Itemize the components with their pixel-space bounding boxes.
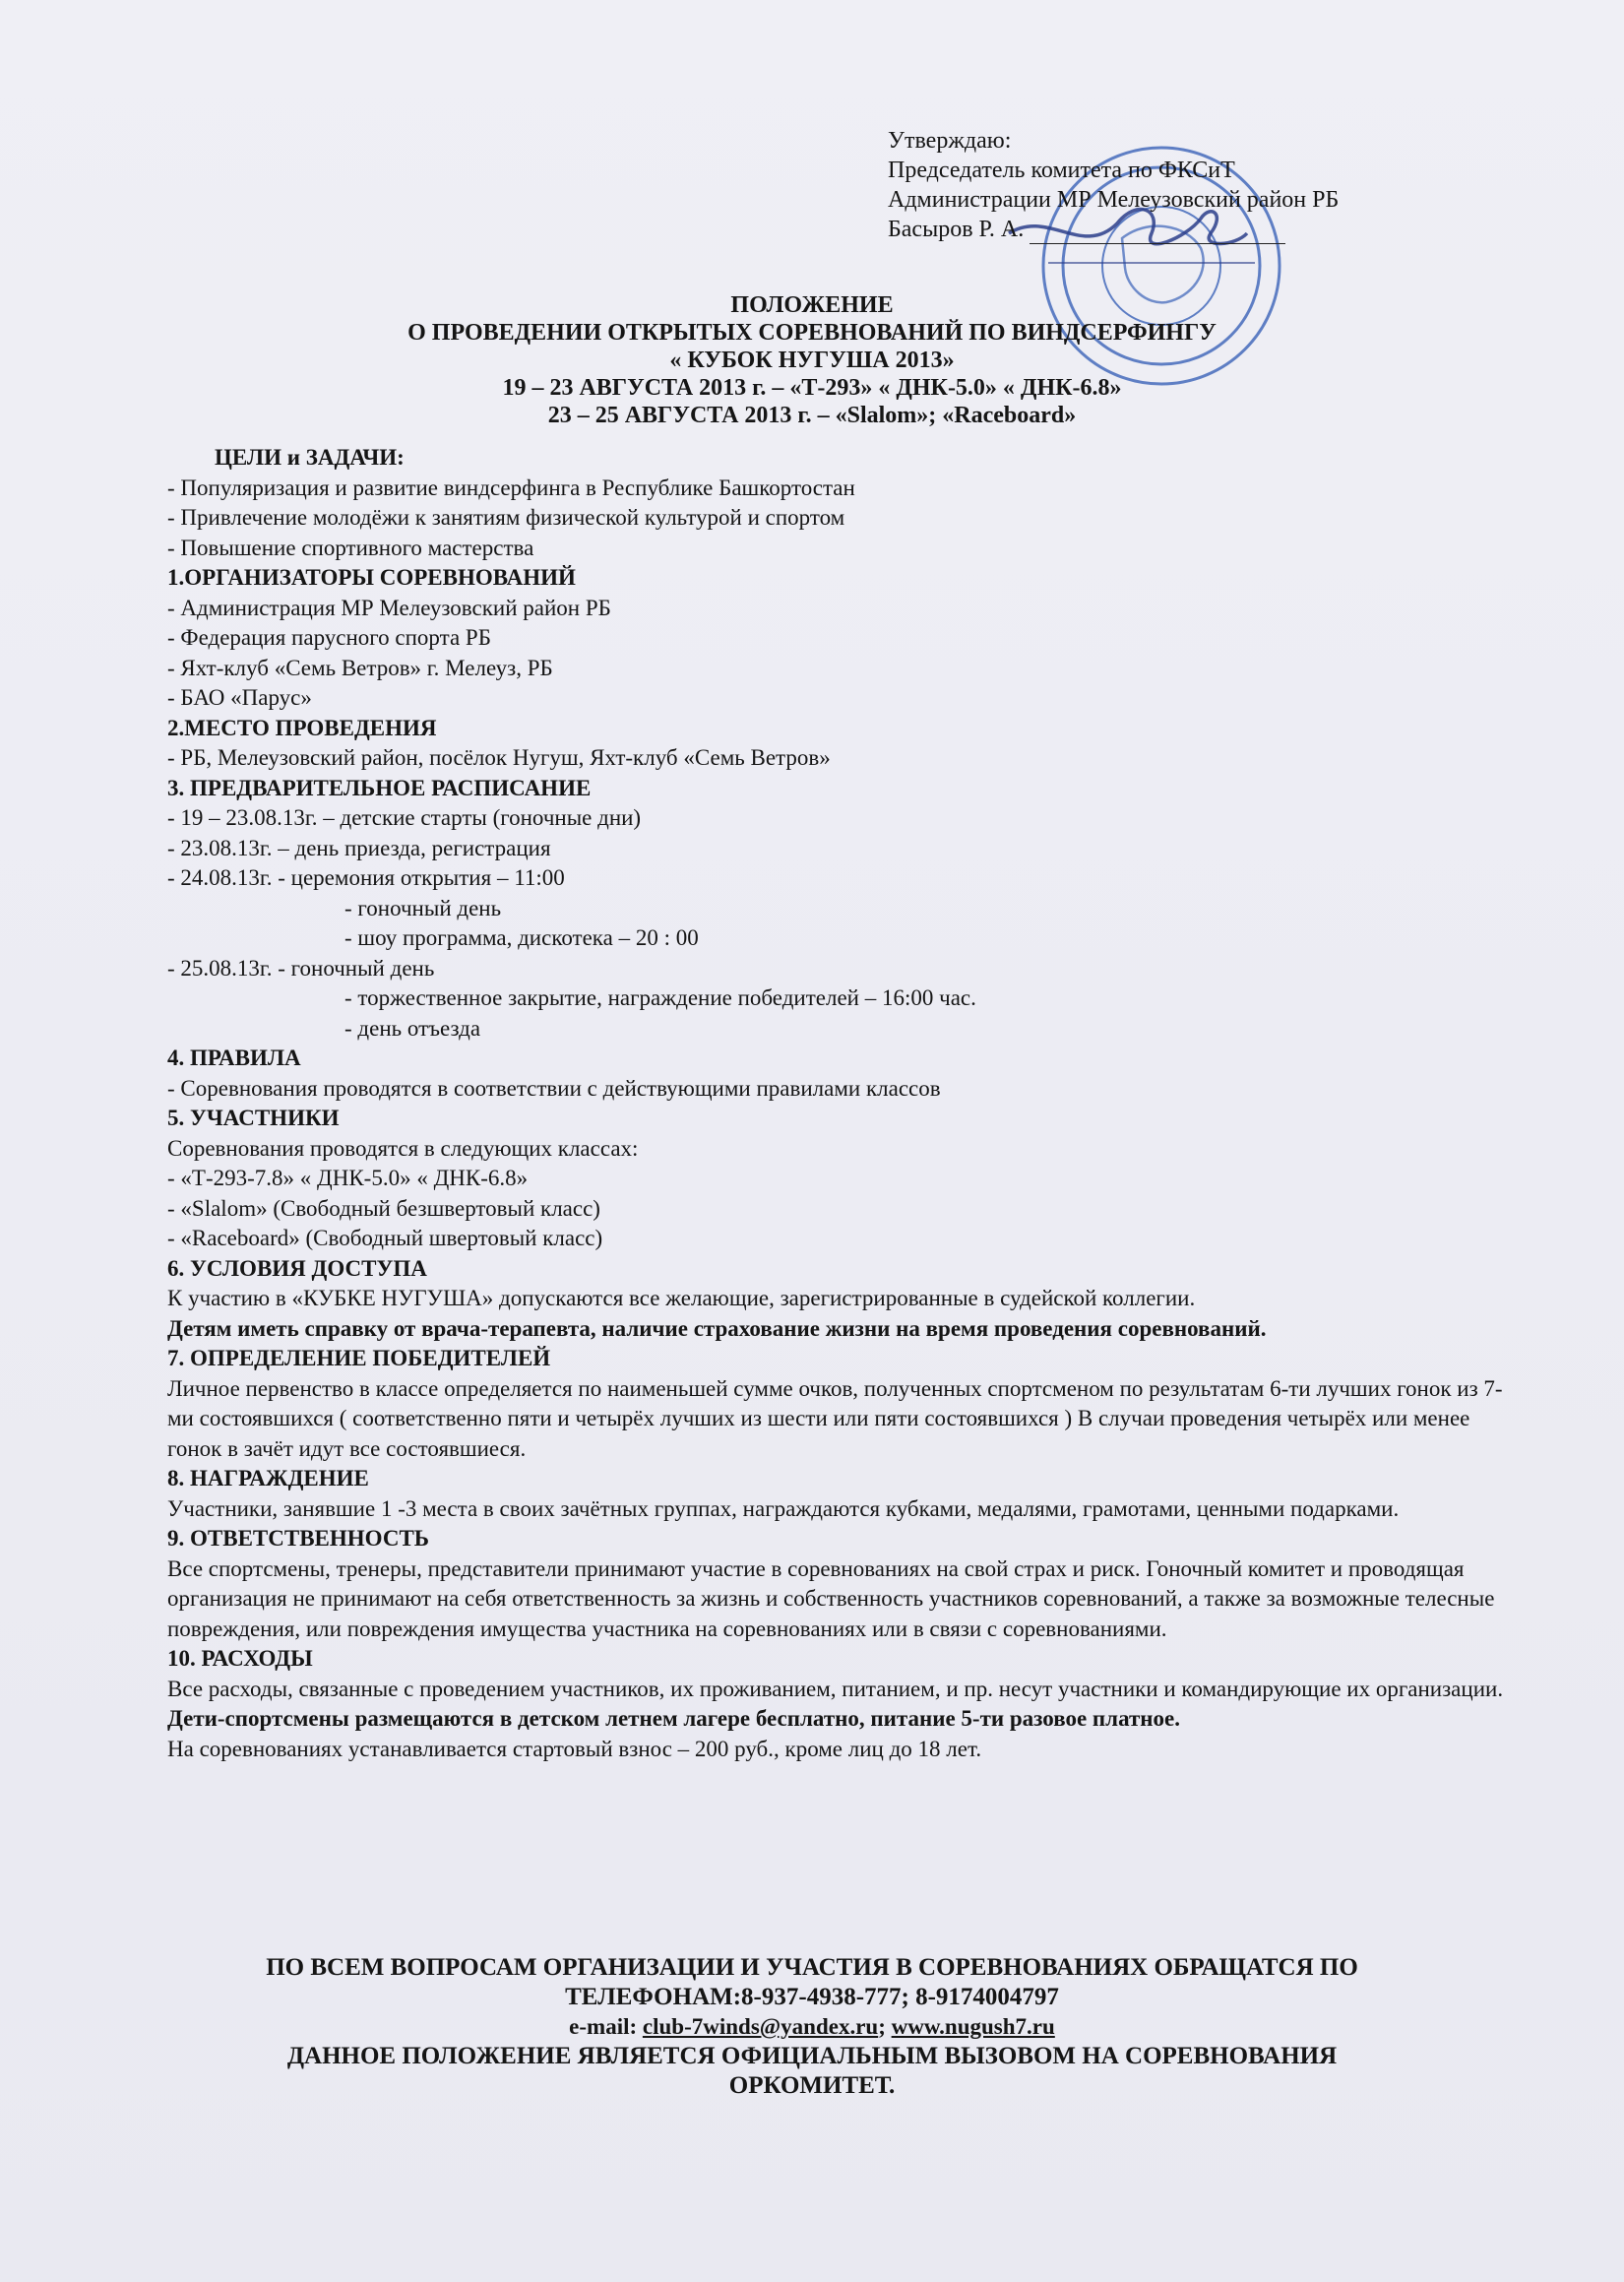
schedule-item: - торжественное закрытие, награждение победителей – 16:00 час. bbox=[344, 985, 976, 1010]
title-line-4: 19 – 23 АВГУСТА 2013 г. – «Т-293» « ДНК-5.0» « ДНК-6.8» bbox=[502, 375, 1122, 401]
participants-heading: 5. УЧАСТНИКИ bbox=[167, 1106, 340, 1130]
organizers-item: - Яхт-клуб «Семь Ветров» г. Мелеуз, РБ bbox=[167, 655, 553, 680]
approver-name: Басыров Р. А. bbox=[888, 217, 1025, 242]
rules-text: - Соревнования проводятся в соответствии с действующими правилами классов bbox=[167, 1075, 941, 1101]
participants-item: - «Raceboard» (Свободный швертовый класс) bbox=[167, 1226, 603, 1250]
document-footer bbox=[148, 1953, 1476, 2101]
title-line-3: « КУБОК НУГУША 2013» bbox=[669, 348, 955, 373]
schedule-item: - 19 – 23.08.13г. – детские старты (гоночные дни) bbox=[167, 805, 642, 830]
participants-item: - «Slalom» (Свободный безшвертовый класс) bbox=[167, 1195, 600, 1221]
schedule-item: - 23.08.13г. – день приезда, регистрация bbox=[167, 835, 551, 860]
schedule-item: - шоу программа, дискотека – 20 : 00 bbox=[344, 925, 699, 950]
access-text: К участию в «КУБКЕ НУГУША» допускаются все желающие, зарегистрированные в судейской коллегии. bbox=[167, 1286, 1196, 1310]
approval-line-1: Утверждаю: bbox=[888, 128, 1012, 154]
expenses-heading: 10. РАСХОДЫ bbox=[167, 1646, 313, 1671]
title-line-5: 23 – 25 АВГУСТА 2013 г. – «Slalom»; «Raceboard» bbox=[547, 403, 1077, 428]
email-prefix: e-mail: bbox=[569, 2014, 643, 2039]
organizers-item: - Администрация МР Мелеузовский район РБ bbox=[167, 595, 611, 620]
schedule-item: - день отъезда bbox=[344, 1015, 481, 1041]
schedule-item: - гоночный день bbox=[344, 895, 502, 920]
footer-line-2: ТЕЛЕФОНАМ:8-937-4938-777; 8-9174004797 bbox=[565, 1984, 1059, 2010]
title-line-2: О ПРОВЕДЕНИИ ОТКРЫТЫХ СОРЕВНОВАНИЙ ПО ВИНДСЕРФИНГУ bbox=[407, 320, 1217, 346]
expenses-bold-text: Дети-спортсмены размещаются в детском летнем лагере бесплатно, питание 5-ти разовое платное. bbox=[167, 1706, 1180, 1731]
expenses-fee-text: На соревнованиях устанавливается стартовый взнос – 200 руб., кроме лиц до 18 лет. bbox=[167, 1736, 982, 1761]
approval-block bbox=[888, 126, 1518, 244]
schedule-item: - 24.08.13г. - церемония открытия – 11:00 bbox=[167, 865, 565, 890]
goals-heading: ЦЕЛИ и ЗАДАЧИ: bbox=[215, 445, 405, 470]
schedule-heading: 3. ПРЕДВАРИТЕЛЬНОЕ РАСПИСАНИЕ bbox=[167, 775, 592, 800]
approval-line-2: Председатель комитета по ФКСиТ bbox=[888, 158, 1235, 183]
participants-item: - «Т-293-7.8» « ДНК-5.0» « ДНК-6.8» bbox=[167, 1166, 529, 1190]
footer-line-4: ДАННОЕ ПОЛОЖЕНИЕ ЯВЛЯЕТСЯ ОФИЦИАЛЬНЫМ ВЫЗОВОМ НА СОРЕВНОВАНИЯ bbox=[286, 2043, 1338, 2069]
footer-line-5: ОРКОМИТЕТ. bbox=[728, 2072, 896, 2099]
goals-item: - Повышение спортивного мастерства bbox=[167, 535, 534, 560]
access-bold-text: Детям иметь справку от врача-терапевта, наличие страхование жизни на время проведения соревнований. bbox=[167, 1315, 1267, 1341]
awards-text: Участники, занявшие 1 -3 места в своих зачётных группах, награждаются кубками, медалями, грамотами, ценными подарками. bbox=[167, 1495, 1400, 1521]
expenses-text: Все расходы, связанные с проведением участников, их проживанием, питанием, и пр. несут участники и командирующие их организации. bbox=[167, 1676, 1504, 1701]
signature-line bbox=[1030, 243, 1285, 244]
responsibility-text: Все спортсмены, тренеры, представители принимают участие в соревнованиях на свой страх и риск. Гоночный комитет и проводящая организация не принимают на себя ответственность за жизнь и собственность участников соревнований, а также за возможные телесные повреждения, или повреждения имущества участника на соревнованиях или в связи с соревнованиями. bbox=[167, 1555, 1495, 1641]
winners-heading: 7. ОПРЕДЕЛЕНИЕ ПОБЕДИТЕЛЕЙ bbox=[167, 1346, 551, 1370]
organizers-item: - Федерация парусного спорта РБ bbox=[167, 625, 491, 650]
venue-heading: 2.МЕСТО ПРОВЕДЕНИЯ bbox=[167, 715, 437, 740]
footer-line-1: ПО ВСЕМ ВОПРОСАМ ОРГАНИЗАЦИИ И УЧАСТИЯ В СОРЕВНОВАНИЯХ ОБРАЩАТСЯ ПО bbox=[266, 1954, 1358, 1981]
website-link[interactable]: www.nugush7.ru bbox=[891, 2014, 1055, 2039]
approval-line-3: Администрации МР Мелеузовский район РБ bbox=[888, 187, 1340, 213]
rules-heading: 4. ПРАВИЛА bbox=[167, 1046, 301, 1070]
responsibility-heading: 9. ОТВЕТСТВЕННОСТЬ bbox=[167, 1526, 429, 1551]
goals-item: - Популяризация и развитие виндсерфинга в Республике Башкортостан bbox=[167, 475, 855, 500]
document-body bbox=[167, 443, 1512, 1764]
contacts-separator: ; bbox=[878, 2014, 892, 2039]
organizers-item: - БАО «Парус» bbox=[167, 685, 312, 710]
access-heading: 6. УСЛОВИЯ ДОСТУПА bbox=[167, 1255, 427, 1281]
winners-text: Личное первенство в классе определяется по наименьшей сумме очков, полученных спортсменом по результатам 6-ти лучших гонок из 7-ми состоявшихся ( соответственно пяти и четырёх лучших из шести или пяти состоявшихся ) В случаи проведения четырёх или менее гонок в зачёт идут все состоявшиеся. bbox=[167, 1375, 1503, 1461]
schedule-item: - 25.08.13г. - гоночный день bbox=[167, 955, 435, 981]
email-link[interactable]: club-7winds@yandex.ru bbox=[642, 2014, 879, 2039]
approval-line-4 bbox=[888, 215, 1518, 244]
participants-item: Соревнования проводятся в следующих классах: bbox=[167, 1135, 639, 1161]
title-line-1: ПОЛОЖЕНИЕ bbox=[730, 292, 894, 318]
venue-text: - РБ, Мелеузовский район, посёлок Нугуш, Яхт-клуб «Семь Ветров» bbox=[167, 745, 831, 770]
awards-heading: 8. НАГРАЖДЕНИЕ bbox=[167, 1466, 369, 1490]
footer-contacts bbox=[148, 2012, 1476, 2042]
goals-item: - Привлечение молодёжи к занятиям физической культурой и спортом bbox=[167, 505, 845, 530]
organizers-heading: 1.ОРГАНИЗАТОРЫ СОРЕВНОВАНИЙ bbox=[167, 565, 576, 590]
document-title bbox=[148, 291, 1476, 429]
